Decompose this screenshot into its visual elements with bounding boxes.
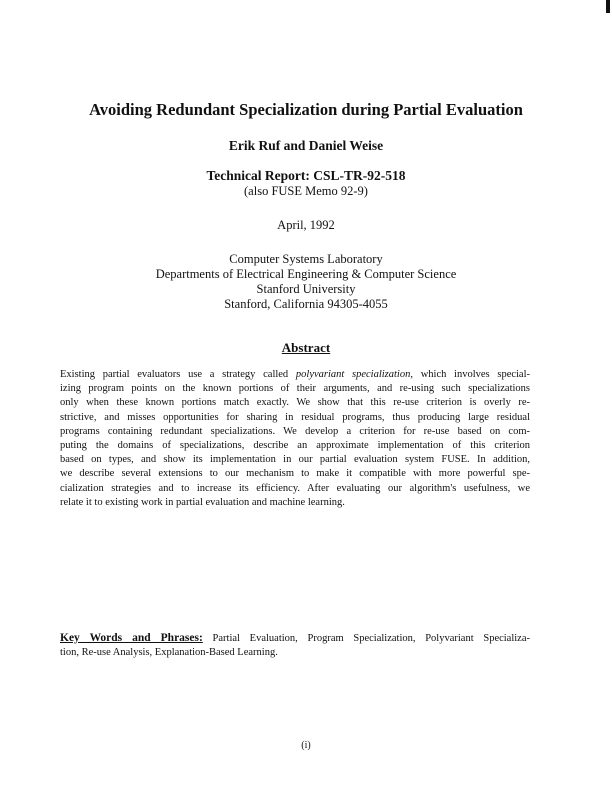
abstract-line: only when these known portions match exactly. We show that this re-use criterion is overly re- [60,397,530,409]
abstract-line: relate it to existing work in partial evaluation and machine learning. [60,496,345,508]
abstract-body [60,368,530,510]
keywords-line [60,631,530,646]
scan-mark [606,0,610,13]
abstract-line: cialization strategies and to increase its efficiency. After evaluating our algorithm's usefulness, we [60,482,530,494]
report-number: Technical Report: CSL-TR-92-518 [206,168,406,183]
abstract-line: strictive, and misses opportunities for sharing in residual programs, thus producing large residual [60,411,530,423]
text: Partial Evaluation, Program Specialization, Polyvariant Specializa- [202,633,530,644]
date: April, 1992 [277,218,335,232]
keywords-line: tion, Re-use Analysis, Explanation-Based Learning. [60,647,278,659]
text: , which involves special- [410,369,531,380]
paper-title: Avoiding Redundant Specialization during Partial Evaluation [89,100,523,119]
text: Existing partial evaluators use a strategy called [60,369,296,380]
authors: Erik Ruf and Daniel Weise [228,138,384,153]
abstract-line: programs containing redundant specializations. We develop a criterion for re-use based on com- [60,425,530,437]
abstract-line: we describe several extensions to our mechanism to make it compatible with more powerful spe- [60,468,530,480]
italic-term: polyvariant specialization [295,369,411,380]
abstract-heading: Abstract [281,340,331,355]
affiliation-dept: Departments of Electrical Engineering & Computer Science [155,267,457,281]
abstract-line [60,368,530,382]
affiliation-lab: Computer Systems Laboratory [229,252,383,266]
abstract-line: puting the domains of specializations, describe an approximate implementation of this criterion [60,440,530,452]
keywords [60,631,530,660]
abstract-line: izing program points on the known portions of their arguments, and re-using such specializations [60,383,530,395]
memo: (also FUSE Memo 92-9) [244,184,368,198]
affiliation-university: Stanford University [256,282,356,296]
affiliation-address: Stanford, California 94305-4055 [224,297,388,311]
keywords-label: Key Words and Phrases: [60,632,203,644]
page-number: (i) [301,740,311,751]
abstract-line: based on types, and show its implementation in our partial evaluation system FUSE. In addition, [60,454,530,466]
